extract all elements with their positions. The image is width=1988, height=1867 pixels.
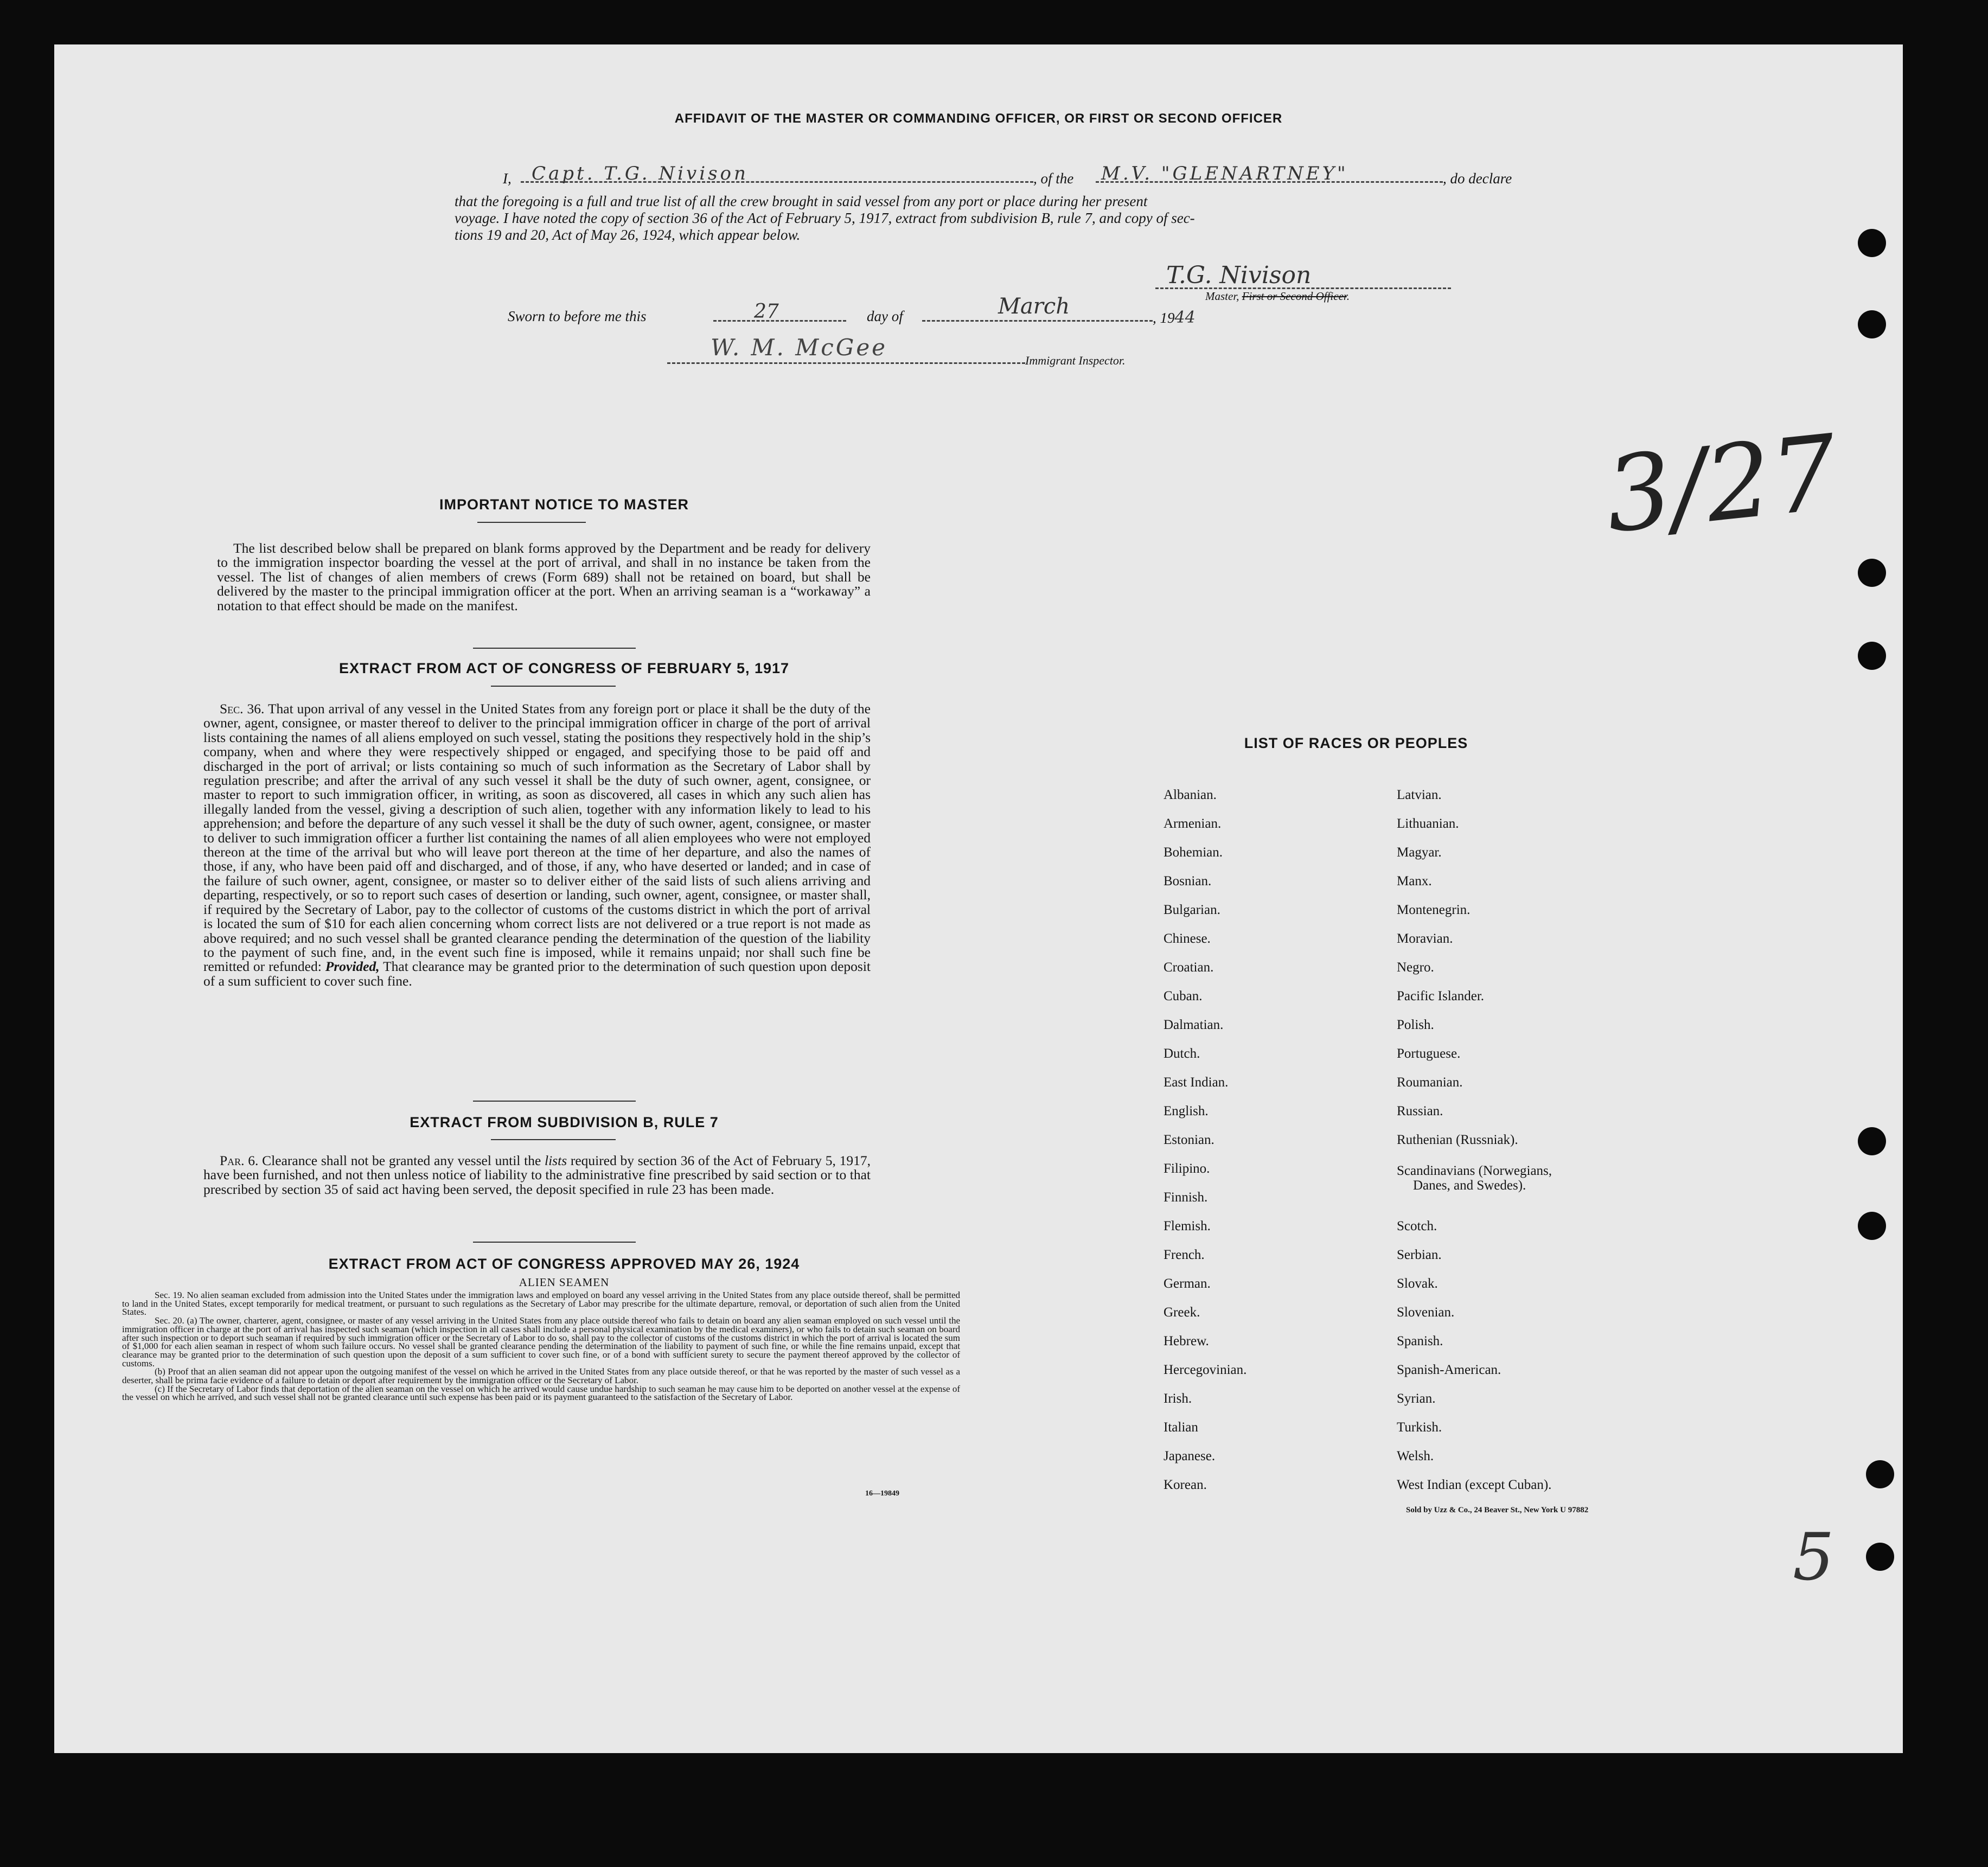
sec-36-label: Sec. 36. [220,701,265,717]
race-item: Scandinavians (Norwegians, [1397,1163,1552,1178]
race-item: Irish. [1164,1391,1192,1406]
declarant-name: Capt. T.G. Nivison [532,163,749,184]
race-item: Ruthenian (Russniak). [1397,1133,1518,1147]
race-item: Finnish. [1164,1190,1208,1205]
declare-label: , do declare [1443,170,1512,187]
marginal-page-mark: 5 [1793,1520,1834,1595]
extract-1924-subtitle: ALIEN SEAMEN [519,1276,610,1289]
race-item: Latvian. [1397,788,1442,802]
affidavit-body-line3: tions 19 and 20, Act of May 26, 1924, which appear below. [455,227,801,243]
notice-divider [473,648,636,649]
race-item: Negro. [1397,960,1434,975]
par-6-label: Par. 6. [220,1153,259,1168]
extract-1917-rule [491,686,616,687]
affidavit-body-line1: that the foregoing is a full and true list of all the crew brought in said vessel from any port or place during her present [455,193,1148,209]
punch-hole [1858,310,1886,338]
race-item: Portuguese. [1397,1046,1461,1061]
inspector-signature-line [667,362,1025,364]
sec-36-body-end: That clearance may be granted prior to the determination of such question upon deposit of a sum sufficient to cover such fine. [203,958,871,989]
punch-hole [1858,642,1886,670]
race-item: Moravian. [1397,931,1453,946]
affidavit-body [455,193,1195,244]
race-item: Hebrew. [1164,1334,1209,1348]
notice-title: IMPORTANT NOTICE TO MASTER [439,496,689,513]
sworn-day: 27 [754,300,779,323]
caption-end: . [1346,290,1350,303]
extract-1917-text [203,702,871,988]
extract-1924-text [122,1291,960,1402]
race-item: Danes, and Swedes). [1413,1178,1526,1193]
rule-7-title: EXTRACT FROM SUBDIVISION B, RULE 7 [410,1114,719,1130]
sec-19-text: Sec. 19. No alien seaman excluded from admission into the United States under the immigration laws and employed on board any vessel arriving in the United States from any place outside thereof, shall be permitted to land in the United States, except temporarily for medical treatment, or pursuant to such regulations as the Secretary of Labor may prescribe for the ultimate departure, removal, or deportation of such alien from the United States. [122,1290,960,1318]
race-item: Chinese. [1164,931,1211,946]
day-of-label: day of [867,308,903,324]
rule-7-text [203,1154,871,1197]
race-item: Bohemian. [1164,845,1223,860]
race-item: German. [1164,1276,1211,1291]
par-6-lists: lists [545,1153,567,1168]
race-item: Roumanian. [1397,1075,1463,1090]
par-6-body-end: required by section 36 of the Act of February 5, 1917, have been furnished, and not then unless notice of liability to the administrative fine prescribed by said section or to that prescribed by section 35 of said act having been served, the deposit specified in rule 23 has been made. [203,1153,871,1197]
marginal-fraction-note: 3/27 [1600,412,1843,556]
punch-hole [1858,229,1886,257]
master-signature-caption [1205,290,1350,303]
race-item: Russian. [1397,1104,1443,1118]
notice-title-rule [477,522,586,523]
inspector-caption: Immigrant Inspector. [1025,354,1126,367]
extract-1924-title: EXTRACT FROM ACT OF CONGRESS APPROVED MAY 26, 1924 [328,1256,800,1272]
race-item: Croatian. [1164,960,1214,975]
sworn-month: March [998,294,1070,319]
race-item: Polish. [1397,1018,1434,1032]
year-suffix: 44 [1174,308,1196,327]
inspector-signature: W. M. McGee [711,334,888,361]
declarant-i-label: I, [503,170,512,187]
rule-7-rule [491,1139,616,1140]
race-item: Dalmatian. [1164,1018,1224,1032]
caption-master: Master, [1205,290,1239,303]
punch-hole [1866,1543,1894,1571]
sec-20c-text: (c) If the Secretary of Labor finds that deportation of the alien seaman on the vessel on which he arrived would cause undue hardship to such seaman he may cause him to be deported on another vessel at the expense of the vessel on which he arrived, and such vessel shall not be granted clearance until such expense has been paid or its payment guaranteed to the satisfaction of the Secretary of Labor. [122,1383,960,1403]
form-page [54,44,1903,1753]
race-item: Greek. [1164,1305,1200,1320]
race-item: Estonian. [1164,1133,1214,1147]
race-item: Welsh. [1397,1449,1434,1463]
punch-hole [1866,1460,1894,1488]
race-item: Manx. [1397,874,1432,888]
race-item: Flemish. [1164,1219,1211,1233]
race-item: Turkish. [1397,1420,1442,1435]
punch-hole [1858,1127,1886,1155]
race-item: West Indian (except Cuban). [1397,1478,1552,1492]
rule-7-divider [473,1242,636,1243]
race-item: Syrian. [1397,1391,1436,1406]
race-item: Slovenian. [1397,1305,1455,1320]
race-item: Japanese. [1164,1449,1216,1463]
races-title: LIST OF RACES OR PEOPLES [1244,735,1468,751]
race-item: East Indian. [1164,1075,1229,1090]
race-item: Korean. [1164,1478,1207,1492]
race-item: Montenegrin. [1397,903,1471,917]
sworn-year [1153,308,1196,327]
race-item: French. [1164,1248,1205,1262]
race-item: Spanish. [1397,1334,1443,1348]
punch-hole [1858,1212,1886,1240]
race-item: English. [1164,1104,1209,1118]
race-item: Scotch. [1397,1219,1437,1233]
race-item: Cuban. [1164,989,1203,1003]
master-signature: T.G. Nivison [1166,261,1312,289]
seller-imprint: Sold by Uzz & Co., 24 Beaver St., New York U 97882 [1406,1506,1589,1514]
punch-hole [1858,559,1886,587]
of-the-label: , of the [1033,170,1074,187]
sworn-month-line [922,320,1153,322]
race-item: Serbian. [1397,1248,1442,1262]
race-item: Italian [1164,1420,1198,1435]
race-item: Armenian. [1164,816,1222,831]
year-prefix: , 19 [1153,310,1175,326]
extract-1917-title: EXTRACT FROM ACT OF CONGRESS OF FEBRUARY 5, 1917 [338,660,790,676]
extract-1917-divider [473,1101,636,1102]
caption-struck-officer: First or Second Officer [1242,290,1347,303]
race-item: Filipino. [1164,1161,1210,1176]
race-item: Magyar. [1397,845,1442,860]
form-number: 16—19849 [865,1489,899,1498]
race-item: Dutch. [1164,1046,1200,1061]
notice-text: The list described below shall be prepared on blank forms approved by the Department and be ready for delivery to the immigration inspector boarding the vessel at the port of arrival, and shall in no instance be taken from the vessel. The list of changes of alien members of crews (Form 689) shall not be retained on board, but shall be delivered by the master to the principal immigration officer at the port. When an arriving seaman is a “workaway” a notation to that effect should be made on the manifest. [217,540,871,613]
affidavit-body-line2: voyage. I have noted the copy of section 36 of the Act of February 5, 1917, extract from subdivision B, rule 7, and copy of sec- [455,210,1195,226]
sworn-label: Sworn to before me this [508,308,647,324]
sworn-day-line [713,320,846,322]
affidavit-title: AFFIDAVIT OF THE MASTER OR COMMANDING OFFICER, OR FIRST OR SECOND OFFICER [674,111,1283,126]
par-6-body: Clearance shall not be granted any vessel until the [262,1153,541,1168]
race-item: Spanish-American. [1397,1363,1501,1377]
race-item: Slovak. [1397,1276,1438,1291]
sec-36-provided: Provided, [325,958,380,975]
sec-36-body: That upon arrival of any vessel in the United States from any foreign port or place it shall be the duty of the owner, agent, consignee, or master thereof to deliver to the principal immigration officer in charge of the port of arrival lists containing the names of all aliens employed on such vessel, stating the positions they respectively hold in the ship’s company, when and where they were respectively shipped or engaged, and specifying those to be paid off and discharged in the port of arrival; or lists containing so much of such information as the Secretary of Labor shall by regulation prescribe; and after the arrival of any such vessel it shall be the duty of such owner, agent, consignee, or master to report to such immigration officer, in writing, as soon as discovered, all cases in which any such alien has illegally landed from the vessel, giving a description of such alien, together with any information likely to lead to his apprehension; and before the departure of any such vessel it shall be the duty of such owner, agent, consignee, or master to deliver to such immigration officer a further list containing the names of all alien employees who were not employed thereon at the time of the arrival but who will leave port thereon at the time of her departure, and also the names of those, if any, who have been paid off and discharged, and of those, if any, who have deserted or landed; and in case of the failure of such owner, agent, consignee, or master so to deliver either of the said lists of such aliens arriving and departing, respectively, or so to report such cases of desertion or landing, such owner, agent, consignee, or master shall, if required by the Secretary of Labor, pay to the collector of customs of the customs district in which the port of arrival is located the sum of $10 for each alien concerning whom correct lists are not delivered or a true report is not made as above required; and no such vessel shall be granted clearance pending the determination of the question of the liability to the payment of such fine, and, in the event such fine is imposed, while it remains unpaid; nor shall such fine be remitted or refunded: [203,701,871,975]
race-item: Bosnian. [1164,874,1212,888]
race-item: Pacific Islander. [1397,989,1485,1003]
race-item: Albanian. [1164,788,1217,802]
sec-20a-text: Sec. 20. (a) The owner, charterer, agent, consignee, or master of any vessel arriving in the United States from any place outside thereof who fails to detain on board any alien seaman employed on such vessel until the immigration officer in charge at the port of arrival has inspected such seaman (which inspection in all cases shall include a personal physical examination by the medical examiners), or who fails to detain such seaman on board after such inspection or to deport such seaman if required by such immigration officer or the Secretary of Labor to do so, shall pay to the collector of customs of the customs district in which the port of arrival is located the sum of $1,000 for each alien seaman in respect of whom such failure occurs. No vessel shall be granted clearance pending the determination of the liability to payment of such fine, or while the fine remains unpaid, except that clearance may be granted prior to the determination of such question upon the deposit of a sum sufficient to cover such fine, or of a bond with sufficient surety to secure the payment thereof approved by the collector of customs. [122,1315,960,1369]
race-item: Hercegovinian. [1164,1363,1247,1377]
vessel-name: M.V. "GLENARTNEY" [1101,163,1348,184]
race-item: Bulgarian. [1164,903,1220,917]
race-item: Lithuanian. [1397,816,1459,831]
sec-20b-text: (b) Proof that an alien seaman did not appear upon the outgoing manifest of the vessel on which he arrived in the United States from any place outside thereof, or that he was reported by the master of such vessel as a deserter, shall be prima facie evidence of a failure to detain or deport after requirement by the immigration officer or the Secretary of Labor. [122,1366,960,1386]
